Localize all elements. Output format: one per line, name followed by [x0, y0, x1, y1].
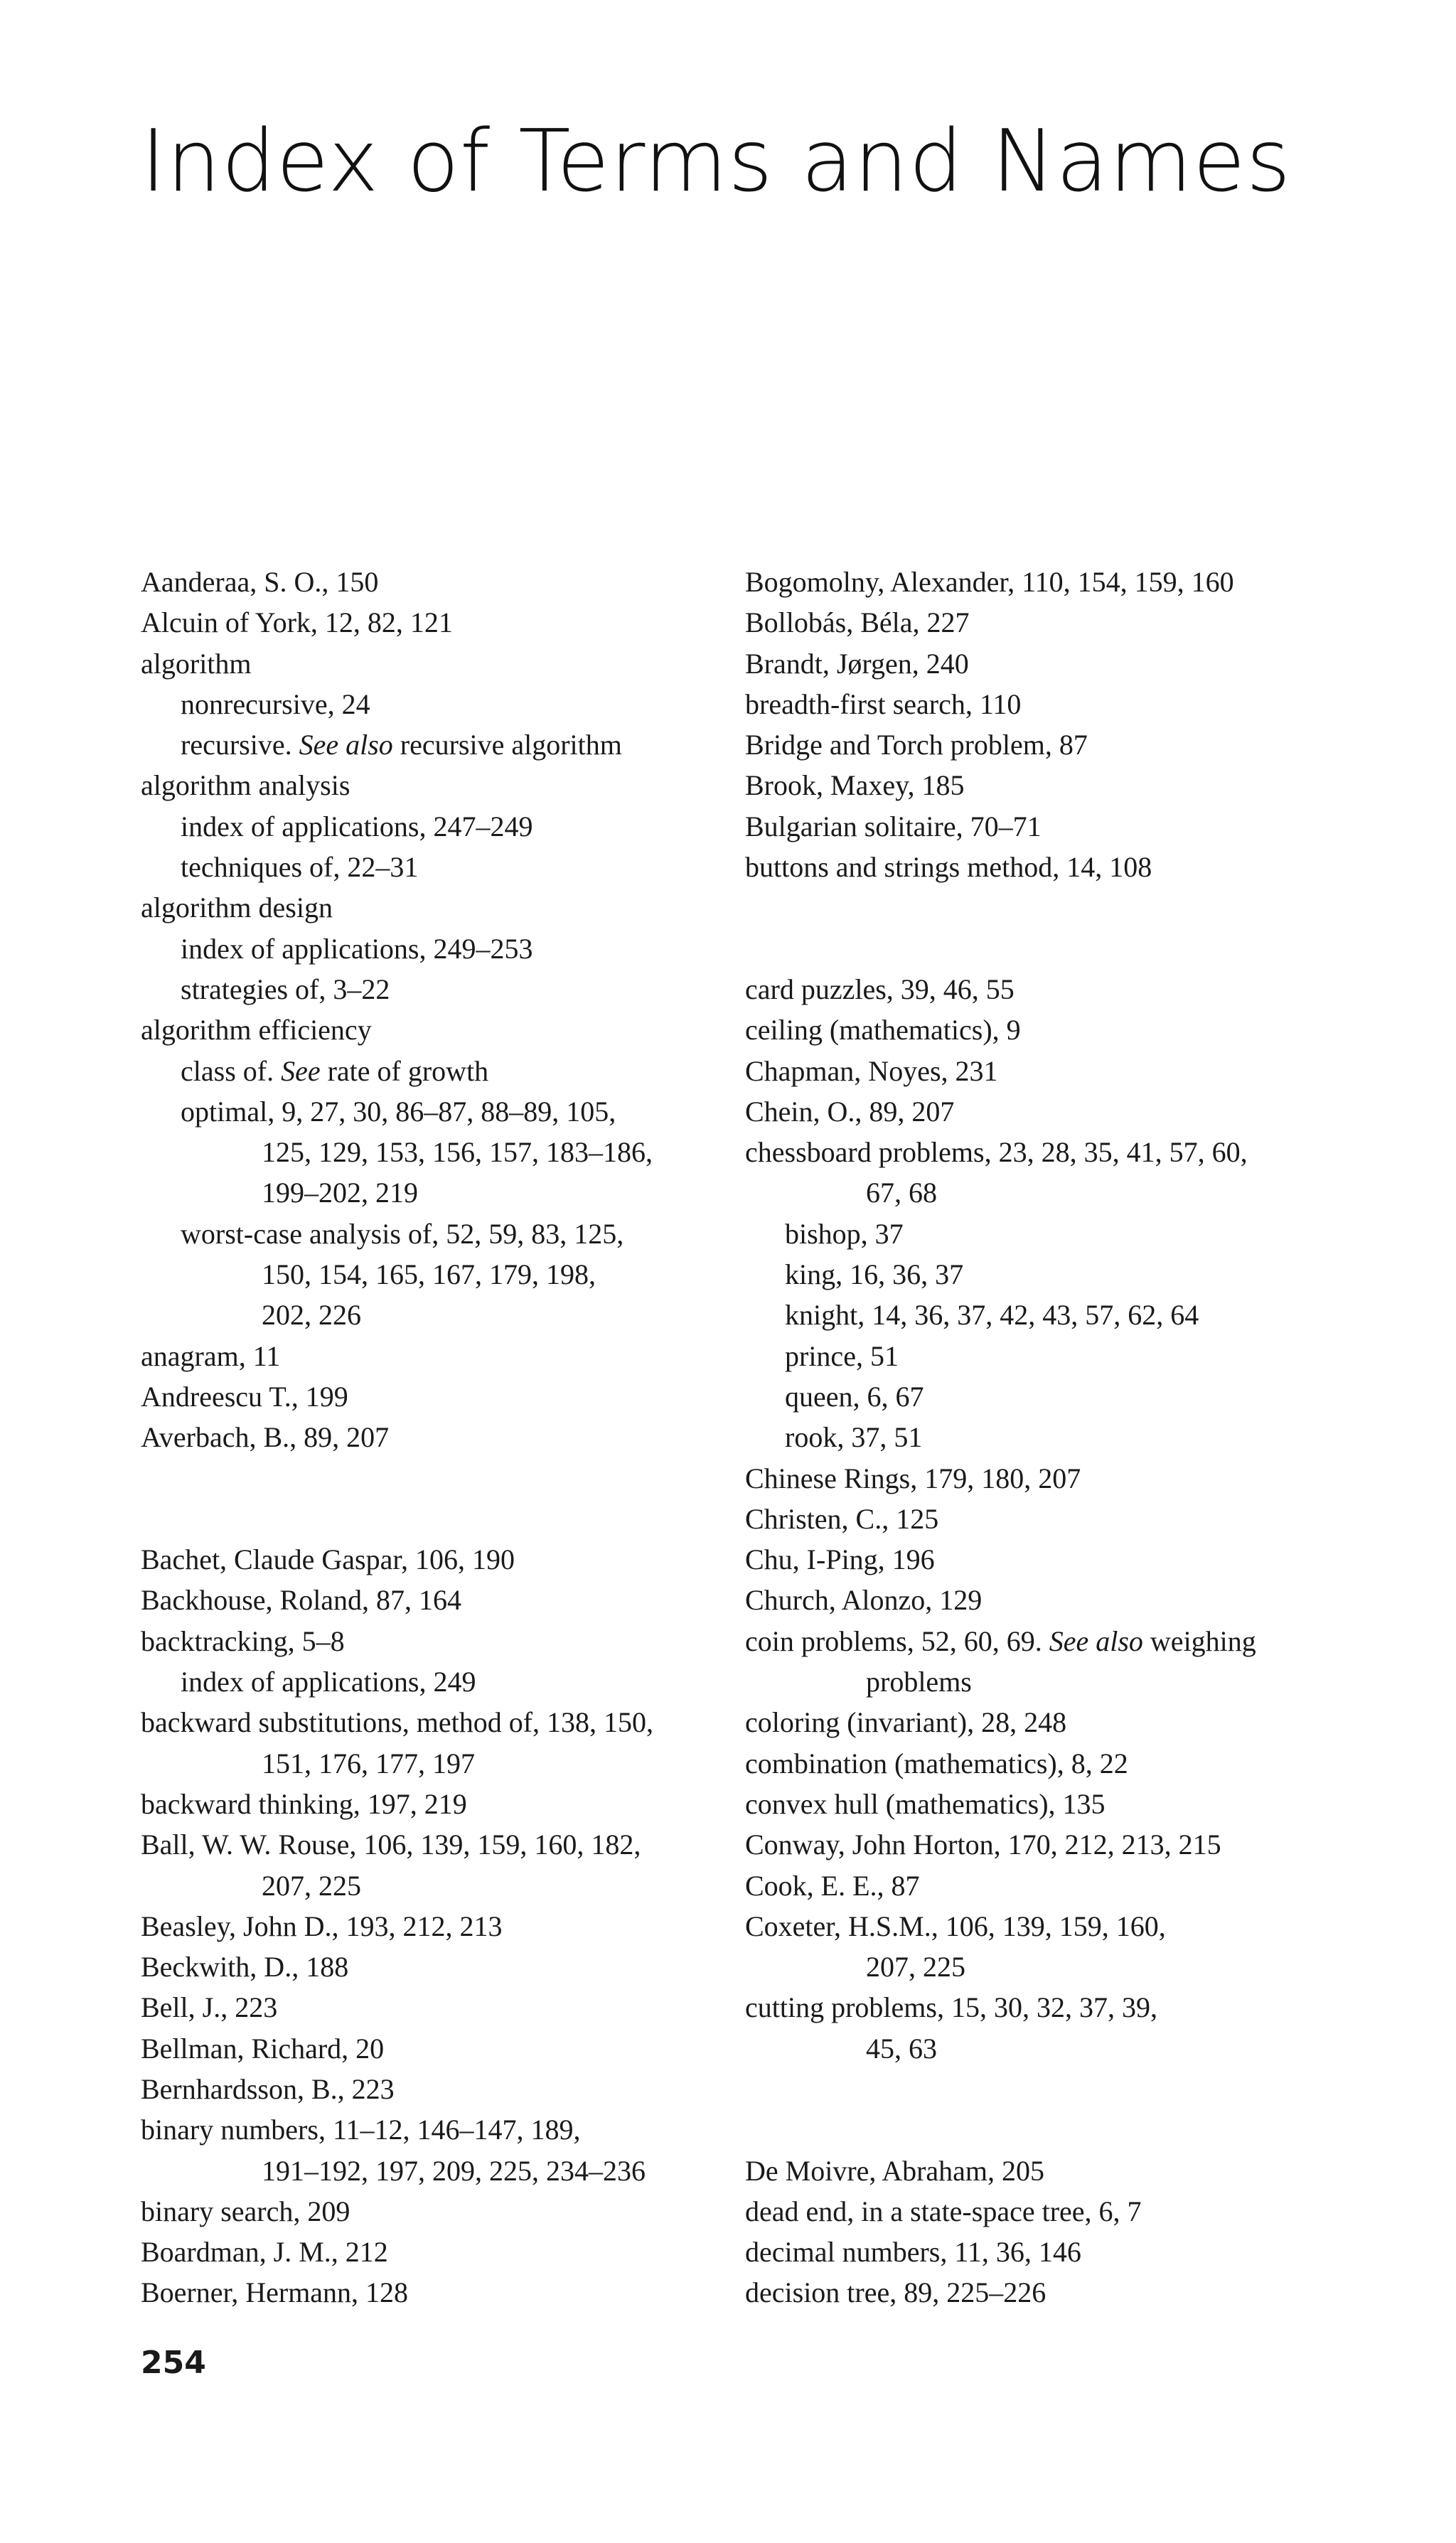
- index-entry: algorithm design: [141, 892, 333, 924]
- page-title: Index of Terms and Names: [141, 112, 1292, 211]
- index-entry: breadth-first search, 110: [745, 687, 1022, 720]
- index-entry: ceiling (mathematics), 9: [745, 1014, 1021, 1046]
- index-entry: binary search, 209: [141, 2195, 350, 2227]
- index-entry: coloring (invariant), 28, 248: [745, 1706, 1067, 1739]
- index-entry: Cook, E. E., 87: [745, 1869, 920, 1902]
- index-entry: Chu, I-Ping, 196: [745, 1543, 935, 1576]
- index-entry: Bogomolny, Alexander, 110, 154, 159, 160: [745, 566, 1234, 598]
- index-entry: Chinese Rings, 179, 180, 207: [745, 1462, 1081, 1494]
- index-entry: binary numbers, 11–12, 146–147, 189,: [141, 2114, 581, 2146]
- index-entry-continuation: 125, 129, 153, 156, 157, 183–186,: [262, 1136, 653, 1169]
- index-entry: Beasley, John D., 193, 212, 213: [141, 1910, 503, 1942]
- index-subentry: index of applications, 247–249: [181, 810, 533, 842]
- index-entry: Chapman, Noyes, 231: [745, 1054, 998, 1087]
- index-subentry: index of applications, 249: [181, 1666, 476, 1698]
- index-entry: Backhouse, Roland, 87, 164: [141, 1584, 462, 1617]
- index-letter-gap: [745, 887, 1314, 928]
- index-subentry: bishop, 37: [785, 1217, 904, 1250]
- page-number: 254: [141, 2345, 206, 2381]
- index-subentry: class of. See rate of growth: [181, 1054, 489, 1087]
- index-entry-continuation: 67, 68: [866, 1177, 937, 1209]
- index-entry: chessboard problems, 23, 28, 35, 41, 57, 60,: [745, 1136, 1248, 1169]
- index-entry: dead end, in a state-space tree, 6, 7: [745, 2195, 1142, 2227]
- index-entry-continuation: 191–192, 197, 209, 225, 234–236: [262, 2154, 646, 2187]
- index-entry: decision tree, 89, 225–226: [745, 2276, 1046, 2309]
- cross-reference-marker: See: [281, 1054, 321, 1087]
- index-subentry: optimal, 9, 27, 30, 86–87, 88–89, 105,: [181, 1095, 616, 1128]
- index-entry: Bachet, Claude Gaspar, 106, 190: [141, 1543, 515, 1576]
- index-entry: coin problems, 52, 60, 69. See also weighing: [745, 1624, 1256, 1657]
- index-entry: backward thinking, 197, 219: [141, 1787, 467, 1820]
- index-entry-continuation: 150, 154, 165, 167, 179, 198,: [262, 1258, 596, 1291]
- index-entry-continuation: 45, 63: [866, 2032, 937, 2065]
- index-subentry: queen, 6, 67: [785, 1380, 924, 1413]
- index-entry: algorithm analysis: [141, 769, 350, 802]
- index-entry: Bellman, Richard, 20: [141, 2032, 385, 2065]
- index-entry: Coxeter, H.S.M., 106, 139, 159, 160,: [745, 1910, 1166, 1942]
- index-subentry: worst-case analysis of, 52, 59, 83, 125,: [181, 1217, 624, 1250]
- index-entry: Bulgarian solitaire, 70–71: [745, 810, 1042, 842]
- index-entry: Boerner, Hermann, 128: [141, 2276, 409, 2309]
- index-entry: Ball, W. W. Rouse, 106, 139, 159, 160, 182,: [141, 1829, 641, 1861]
- index-entry: Christen, C., 125: [745, 1502, 939, 1535]
- index-letter-gap: [745, 2069, 1314, 2109]
- index-entry-continuation: 202, 226: [262, 1299, 361, 1332]
- index-entry: decimal numbers, 11, 36, 146: [745, 2236, 1081, 2269]
- index-entry: Aanderaa, S. O., 150: [141, 566, 379, 598]
- index-entry: algorithm: [141, 647, 252, 680]
- index-entry: backward substitutions, method of, 138, 150,: [141, 1706, 654, 1739]
- index-entry: Bridge and Torch problem, 87: [745, 729, 1088, 761]
- index-column-left: [141, 562, 724, 2313]
- index-entry-continuation: 151, 176, 177, 197: [262, 1747, 475, 1779]
- index-entry-continuation: 199–202, 219: [262, 1177, 418, 1209]
- index-column-right: [745, 562, 1314, 2313]
- index-letter-gap: [141, 1499, 724, 1539]
- index-entry: Bollobás, Béla, 227: [745, 606, 970, 639]
- index-entry: Brandt, Jørgen, 240: [745, 647, 969, 680]
- index-entry: anagram, 11: [141, 1339, 281, 1372]
- index-subentry: recursive. See also recursive algorithm: [181, 729, 622, 761]
- index-letter-gap: [745, 2109, 1314, 2150]
- index-entry: Andreescu T., 199: [141, 1380, 348, 1413]
- index-entry: Boardman, J. M., 212: [141, 2236, 388, 2269]
- index-letter-gap: [745, 928, 1314, 969]
- index-entry: Averbach, B., 89, 207: [141, 1421, 390, 1454]
- cross-reference-marker: See also: [299, 729, 393, 761]
- index-entry: Church, Alonzo, 129: [745, 1584, 983, 1617]
- index-subentry: strategies of, 3–22: [181, 973, 390, 1005]
- index-subentry: index of applications, 249–253: [181, 932, 533, 965]
- index-entry: cutting problems, 15, 30, 32, 37, 39,: [745, 1991, 1157, 2024]
- index-entry: Beckwith, D., 188: [141, 1951, 349, 1983]
- cross-reference-marker: See also: [1049, 1624, 1143, 1657]
- index-entry: Bernhardsson, B., 223: [141, 2072, 395, 2105]
- index-entry: buttons and strings method, 14, 108: [745, 851, 1152, 884]
- index-subentry: king, 16, 36, 37: [785, 1258, 964, 1291]
- index-entry: algorithm efficiency: [141, 1014, 372, 1046]
- index-entry: Bell, J., 223: [141, 1991, 278, 2024]
- index-entry: card puzzles, 39, 46, 55: [745, 973, 1015, 1005]
- index-entry-continuation: 207, 225: [262, 1869, 361, 1902]
- index-entry: Chein, O., 89, 207: [745, 1095, 955, 1128]
- index-entry-continuation: 207, 225: [866, 1951, 965, 1983]
- index-entry-continuation: problems: [866, 1666, 972, 1698]
- index-entry: Alcuin of York, 12, 82, 121: [141, 606, 453, 639]
- index-entry: Brook, Maxey, 185: [745, 769, 965, 802]
- index-entry: De Moivre, Abraham, 205: [745, 2154, 1045, 2187]
- index-subentry: techniques of, 22–31: [181, 851, 419, 884]
- index-entry: combination (mathematics), 8, 22: [745, 1747, 1128, 1779]
- index-entry: convex hull (mathematics), 135: [745, 1787, 1106, 1820]
- index-entry: Conway, John Horton, 170, 212, 213, 215: [745, 1829, 1221, 1861]
- index-subentry: rook, 37, 51: [785, 1421, 923, 1454]
- index-subentry: knight, 14, 36, 37, 42, 43, 57, 62, 64: [785, 1299, 1199, 1332]
- index-subentry: prince, 51: [785, 1339, 899, 1372]
- index-subentry: nonrecursive, 24: [181, 687, 370, 720]
- index-letter-gap: [141, 1458, 724, 1499]
- index-entry: backtracking, 5–8: [141, 1624, 345, 1657]
